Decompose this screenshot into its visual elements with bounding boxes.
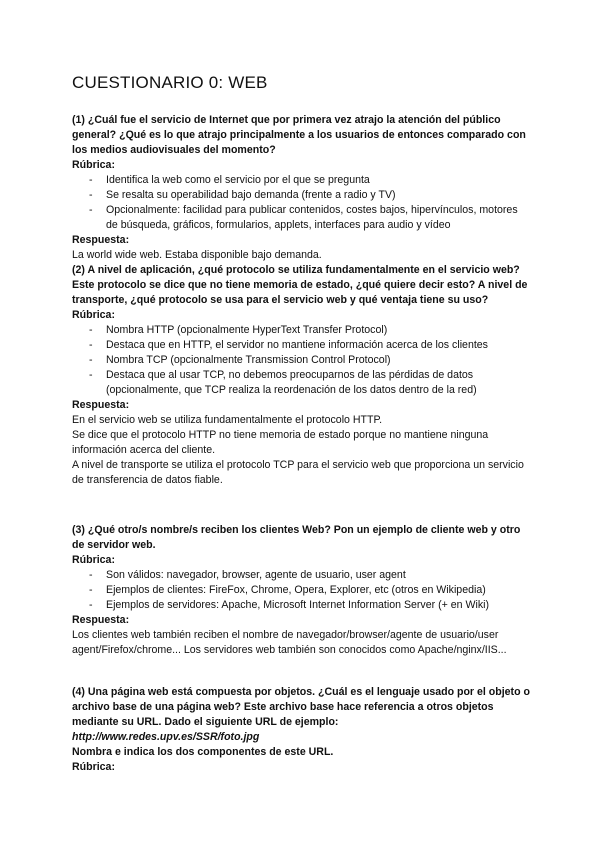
- question-2-text: (2) A nivel de aplicación, ¿qué protocolo se utiliza fundamentalmente en el servicio web? Este protocolo se dice que no tiene memoria de estado, ¿qué quiere decir esto? A nivel de transporte, ¿qué protocolo se usa para el servicio web y qué ventaja tiene su uso?: [72, 264, 528, 306]
- question-2-answer-label: Respuesta:: [72, 399, 130, 411]
- question-4-text: (4) Una página web está compuesta por objetos. ¿Cuál es el lenguaje usado por el objeto o archivo base de una página web? Este archivo base hace referencia a otros objetos mediante su URL. Dado el siguiente URL de ejemplo:: [72, 686, 530, 728]
- rubric-item: - Destaca que en HTTP, el servidor no mantiene información acerca de los clientes: [72, 338, 532, 353]
- rubric-item: - Se resalta su operabilidad bajo demanda (frente a radio y TV): [72, 188, 532, 203]
- example-url: http://www.redes.upv.es/SSR/foto.jpg: [72, 731, 260, 743]
- question-2-answer-line: A nivel de transporte se utiliza el protocolo TCP para el servicio web que proporciona un servicio de transferencia de datos fiable.: [72, 459, 524, 486]
- rubric-item: - Ejemplos de clientes: FireFox, Chrome, Opera, Explorer, etc (otros en Wikipedia): [72, 583, 532, 598]
- rubric-item: - Nombra TCP (opcionalmente Transmission Control Protocol): [72, 353, 532, 368]
- question-2-rubric-list: [72, 323, 532, 398]
- question-2-section: [72, 263, 532, 488]
- question-1-rubric-list: [72, 173, 532, 233]
- question-4-rubric-label: Rúbrica:: [72, 761, 115, 773]
- question-3-rubric-label: Rúbrica:: [72, 554, 115, 566]
- question-3-rubric-list: [72, 568, 532, 613]
- rubric-item: - Opcionalmente: facilidad para publicar contenidos, costes bajos, hipervínculos, motores de búsqueda, gráficos, formularios, applets, interfaces para audio y vídeo: [72, 203, 532, 233]
- question-4-section: [72, 685, 532, 775]
- question-1-answer: La world wide web. Estaba disponible bajo demanda.: [72, 249, 322, 261]
- question-3-answer-label: Respuesta:: [72, 614, 130, 626]
- question-2-rubric-label: Rúbrica:: [72, 309, 115, 321]
- question-3-text: (3) ¿Qué otro/s nombre/s reciben los clientes Web? Pon un ejemplo de cliente web y otro de servidor web.: [72, 524, 521, 551]
- question-3-answer: Los clientes web también reciben el nombre de navegador/browser/agente de usuario/user agent/Firefox/chrome... Los servidores web también son conocidos como Apache/nginx/IIS...: [72, 629, 507, 656]
- question-4-instruction: Nombra e indica los dos componentes de este URL.: [72, 746, 334, 758]
- rubric-item: - Son válidos: navegador, browser, agente de usuario, user agent: [72, 568, 532, 583]
- rubric-item: - Ejemplos de servidores: Apache, Microsoft Internet Information Server (+ en Wiki): [72, 598, 532, 613]
- rubric-item: - Destaca que al usar TCP, no debemos preocuparnos de las pérdidas de datos (opcionalmente, que TCP realiza la reordenación de los datos dentro de la red): [72, 368, 532, 398]
- question-3-section: [72, 523, 532, 658]
- question-2-answer-line: Se dice que el protocolo HTTP no tiene memoria de estado porque no mantiene ninguna información acerca del cliente.: [72, 429, 489, 456]
- rubric-item: - Identifica la web como el servicio por el que se pregunta: [72, 173, 532, 188]
- page-title: CUESTIONARIO 0: WEB: [72, 73, 268, 92]
- question-1-text: (1) ¿Cuál fue el servicio de Internet que por primera vez atrajo la atención del público general? ¿Qué es lo que atrajo principalmente a los usuarios de entonces comparado con los medios audiovisuales del momento?: [72, 114, 526, 156]
- question-1-rubric-label: Rúbrica:: [72, 159, 115, 171]
- question-1-answer-label: Respuesta:: [72, 234, 130, 246]
- question-2-answer-line: En el servicio web se utiliza fundamentalmente el protocolo HTTP.: [72, 414, 383, 426]
- question-1-section: [72, 113, 532, 488]
- rubric-item: - Nombra HTTP (opcionalmente HyperText Transfer Protocol): [72, 323, 532, 338]
